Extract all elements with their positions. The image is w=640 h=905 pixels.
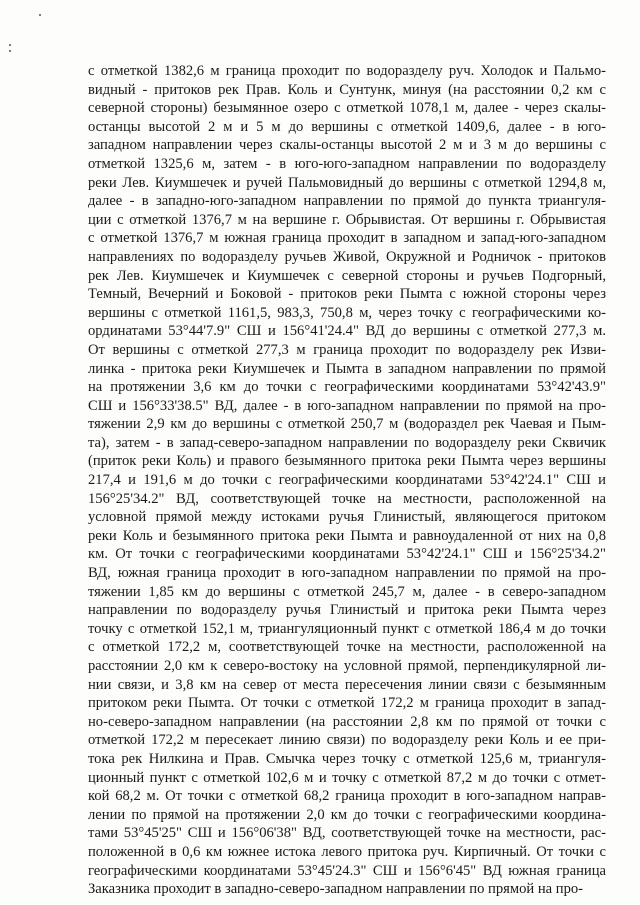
text-line: точку с отметкой 152,1 м, триангуляционный пункт с отметкой 186,4 м до точки — [88, 620, 606, 637]
text-line: линка - притока реки Киумшечек и Пымта в западном направлении по прямой — [88, 360, 606, 377]
text-line: но-северо-западном направлении (на расстоянии 2,8 км по прямой от точки с — [88, 713, 606, 730]
text-line: вершины с отметкой 1161,5, 983,3, 750,8 м, через точку с географическими ко- — [88, 304, 606, 321]
text-line: на протяжении 3,6 км до точки с географическими координатами 53°42'43.9" — [88, 379, 606, 396]
text-line: далее - в западно-юго-западном направлении по прямой до пункта триангуля- — [88, 193, 606, 210]
text-line: та), затем - в запад-северо-западном направлении по водоразделу реки Сквичик — [88, 434, 606, 451]
text-line: кой 68,2 м. От точки с отметкой 68,2 граница проходит в юго-западном направ- — [88, 788, 606, 805]
scan-speck — [9, 50, 11, 52]
text-line: нии связи, и 3,8 км на север от места пересечения линии связи с безымянным — [88, 676, 606, 693]
text-line: 217,4 и 191,6 м до точки с географическими координатами 53°42'24.1" СШ и — [88, 472, 606, 489]
document-text — [88, 62, 606, 899]
text-line: притоком реки Пымта. От точки с отметкой 172,2 м граница проходит в запад- — [88, 695, 606, 712]
scan-speck — [39, 14, 41, 16]
text-line: СШ и 156°33'38.5" ВД, далее - в юго-западном направлении по прямой на про- — [88, 397, 606, 414]
text-line: тами 53°45'25" СШ и 156°06'38" ВД, соответствующей точке на местности, рас- — [88, 825, 606, 842]
text-line: останцы высотой 2 м и 5 м до вершины с отметкой 1409,6, далее - в юго- — [88, 118, 606, 135]
text-line: условной прямой между истоками ручья Глинистый, являющегося притоком — [88, 509, 606, 526]
text-line: направлениях по водоразделу ручьев Живой, Окружной и Родничок - притоков — [88, 248, 606, 265]
text-line: положенной в 0,6 км южнее истока левого притока руч. Кирпичный. От точки с — [88, 843, 606, 860]
text-line: Заказника проходит в западно-северо-западном направлении по прямой на про- — [88, 881, 584, 898]
text-line: тяжении 2,9 км до вершины с отметкой 250,7 м (водораздел рек Чаевая и Пым- — [88, 416, 606, 433]
text-line: ции с отметкой 1376,7 м на вершине г. Обрывистая. От вершины г. Обрывистая — [88, 211, 606, 228]
text-line: северной стороны) безымянное озеро с отметкой 1078,1 м, далее - через скалы- — [88, 100, 606, 117]
text-line: лении по прямой на протяжении 2,0 км до точки с географическими координа- — [88, 806, 606, 823]
text-line: реки Лев. Киумшечек и ручей Пальмовидный до вершины с отметкой 1294,8 м, — [88, 174, 606, 191]
text-line: 156°25'34.2" ВД, соответствующей точке на местности, расположенной на — [88, 490, 606, 507]
text-line: (приток реки Коль) и правого безымянного притока реки Пымта через вершины — [88, 453, 606, 470]
text-line: отметкой 172,2 м пересекает линию связи) по водоразделу реки Коль и ее при- — [88, 732, 606, 749]
text-line: ционный пункт с отметкой 102,6 м и точку с отметкой 87,2 м до точки с отмет- — [88, 769, 606, 786]
text-line: отметкой 1325,6 м, затем - в юго-юго-западном направлении по водоразделу — [88, 155, 606, 172]
text-line: с отметкой 172,2 м, соответствующей точке на местности, расположенной на — [88, 639, 606, 656]
text-line: географическими координатами 53°45'24.3" СШ и 156°6'45" ВД южная граница — [88, 862, 606, 879]
text-line: западном направлении через скалы-останцы высотой 2 м и 3 м до вершины с — [88, 137, 606, 154]
text-line: ординатами 53°44'7.9" СШ и 156°41'24.4" ВД до вершины с отметкой 277,3 м. — [88, 323, 606, 340]
text-line: рек Лев. Киумшечек и Киумшечек с северной стороны и ручьев Подгорный, — [88, 267, 606, 284]
text-line: тяжении 1,85 км до вершины с отметкой 245,7 м, далее - в северо-западном — [88, 583, 606, 600]
text-line: км. От точки с географическими координатами 53°42'24.1" СШ и 156°25'34.2" — [88, 546, 606, 563]
text-line: видный - притоков рек Прав. Коль и Сунтунк, минуя (на расстоянии 0,2 км с — [88, 81, 606, 98]
text-line: реки Коль и безымянного притока реки Пымта и равноудаленной от них на 0,8 — [88, 527, 606, 544]
text-line: ВД, южная граница проходит в юго-западном направлении по прямой на про- — [88, 565, 606, 582]
text-line: направлении по водоразделу ручья Глинистый и притока реки Пымта через — [88, 602, 606, 619]
text-line: От вершины с отметкой 277,3 м граница проходит по водоразделу рек Изви- — [88, 341, 606, 358]
scan-speck — [9, 44, 11, 46]
text-line: с отметкой 1382,6 м граница проходит по водоразделу руч. Холодок и Пальмо- — [88, 63, 606, 79]
text-line: Темный, Вечерний и Боковой - притоков реки Пымта с южной стороны через — [88, 286, 606, 303]
text-line: с отметкой 1376,7 м южная граница проходит в западном и запад-юго-западном — [88, 230, 606, 247]
text-line: расстоянии 2,0 км к северо-востоку на условной прямой, перпендикулярной ли- — [88, 658, 606, 674]
text-line: тока рек Нилкина и Прав. Смычка через точку с отметкой 125,6 м, триангуля- — [88, 750, 606, 767]
